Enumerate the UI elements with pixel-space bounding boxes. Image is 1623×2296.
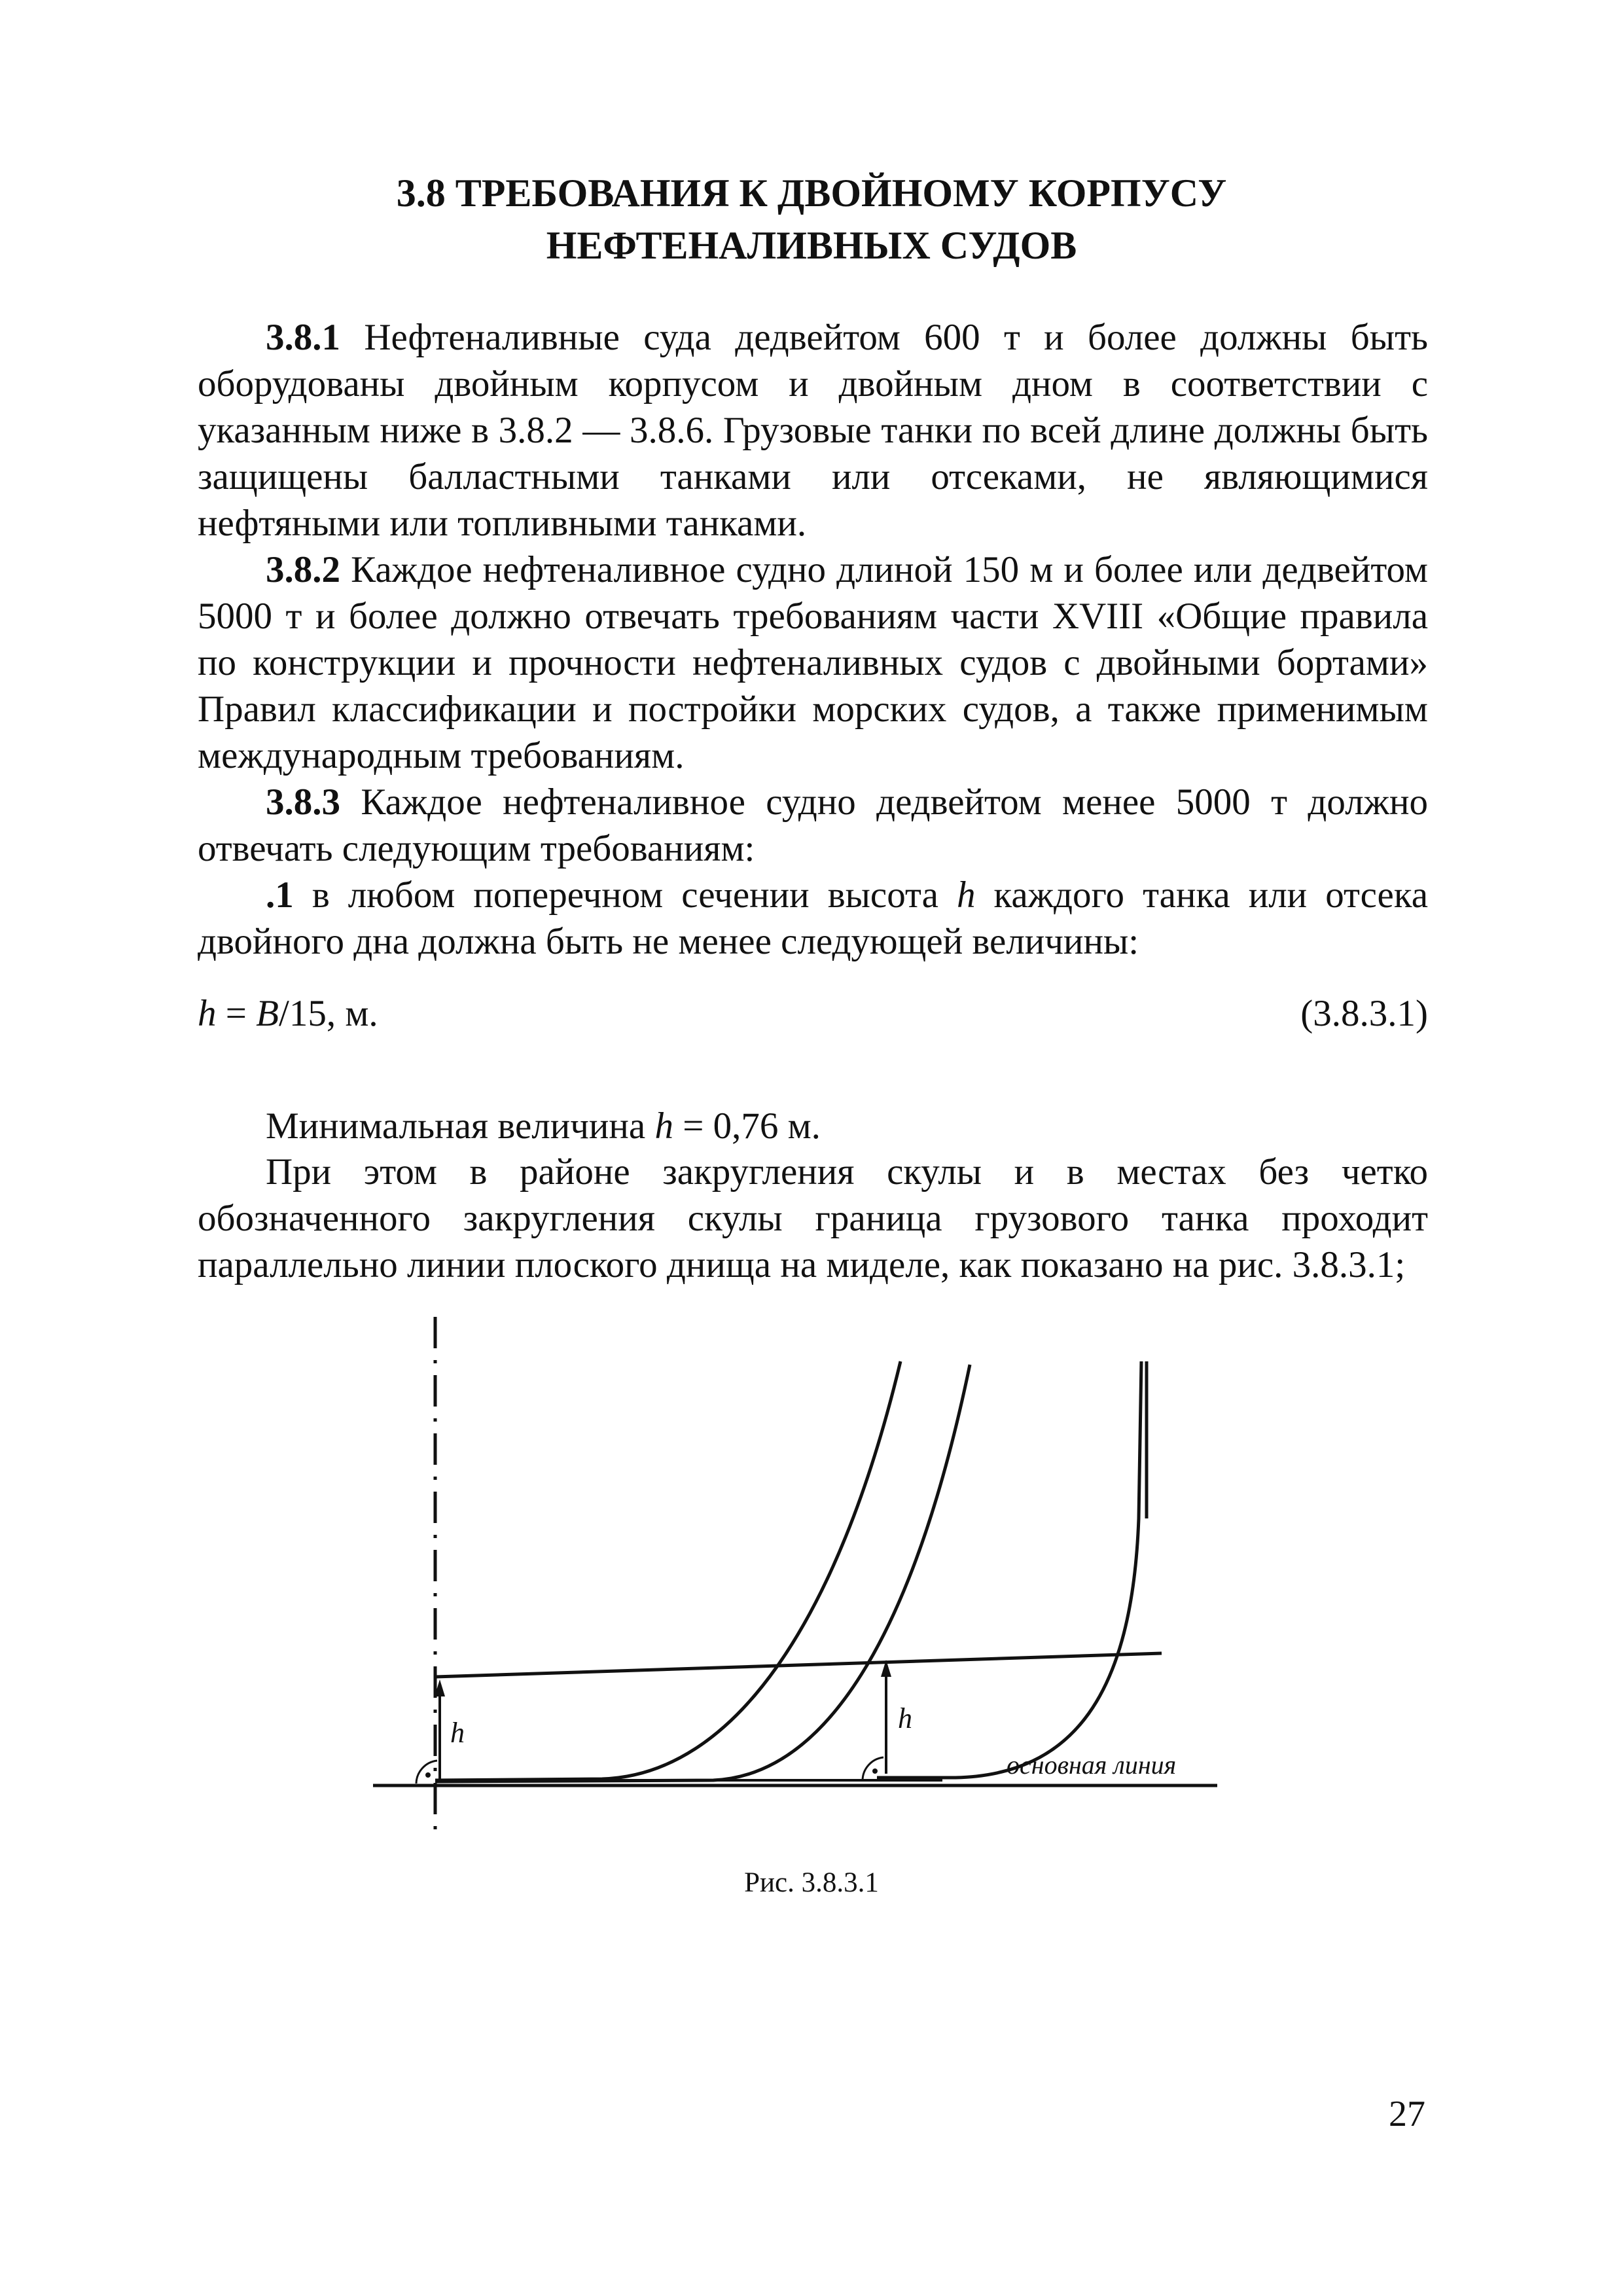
right-angle-dot-right (872, 1768, 878, 1774)
formula-var-h: h (198, 993, 217, 1034)
baseline-label: основная линия (1007, 1750, 1177, 1780)
label-h-left: h (450, 1717, 465, 1749)
tank-boundary-line (435, 1653, 1162, 1677)
figure-caption: Рис. 3.8.3.1 (744, 1867, 879, 1898)
min-value-before: Минимальная величина (266, 1105, 655, 1147)
section-title-line-2: НЕФТЕНАЛИВНЫХ СУДОВ (546, 224, 1077, 267)
formula-equals: = (216, 993, 257, 1034)
formula-number: (3.8.3.1) (1300, 993, 1428, 1034)
frame-curve-2 (435, 1365, 970, 1782)
paragraph-number: 3.8.2 (266, 549, 340, 590)
paragraph-text: Нефтеналивные суда дедвейтом 600 т и более должны быть оборудованы двойным корпусом и двойным дном в соответствии с указанным ниже в 3.8.2 — 3.8.6. Грузовые танки по всей длине должны быть защищены балластными танками или отсеками, не являющимися нефтяными или топливными танками. (198, 317, 1428, 544)
page-number: 27 (1389, 2094, 1425, 2134)
right-angle-mark-left (416, 1761, 437, 1784)
item-variable-h: h (956, 874, 976, 916)
paragraph-number: 3.8.3 (266, 781, 340, 823)
paragraph-note: При этом в районе закругления скулы и в местах без четко обозначенного закругления скулы граница грузового танка проходит параллельно линии плоского днища на миделе, как показано на рис. 3.8.3.1; (198, 1151, 1428, 1285)
hull-side-curve (877, 1361, 1141, 1778)
formula-rest: /15, м. (278, 993, 378, 1034)
paragraph-text: Каждое нефтеналивное судно длиной 150 м и более или дедвейтом 5000 т и более должно отвечать требованиям части XVIII «Общие правила по конструкции и прочности нефтеналивных судов с двойными бортами» Правил классификации и постройки морских судов, а также применимым международным требованиям. (198, 549, 1428, 776)
formula-var-b: B (256, 993, 279, 1034)
item-text-before: в любом поперечном сечении высота (293, 874, 957, 916)
item-number: .1 (266, 874, 294, 916)
min-value-after: = 0,76 м. (673, 1105, 821, 1147)
right-angle-dot-left (425, 1772, 431, 1778)
paragraph-number: 3.8.1 (266, 317, 340, 358)
min-value-var-h: h (654, 1105, 673, 1147)
label-h-right: h (898, 1702, 912, 1734)
paragraph-text: Каждое нефтеналивное судно дедвейтом менее 5000 т должно отвечать следующим требованиям: (198, 781, 1428, 869)
section-title-line-1: 3.8 ТРЕБОВАНИЯ К ДВОЙНОМУ КОРПУСУ (396, 171, 1227, 215)
item-text-after: каждого танка или отсека двойного дна должна быть не менее следующей величины: (198, 874, 1428, 962)
